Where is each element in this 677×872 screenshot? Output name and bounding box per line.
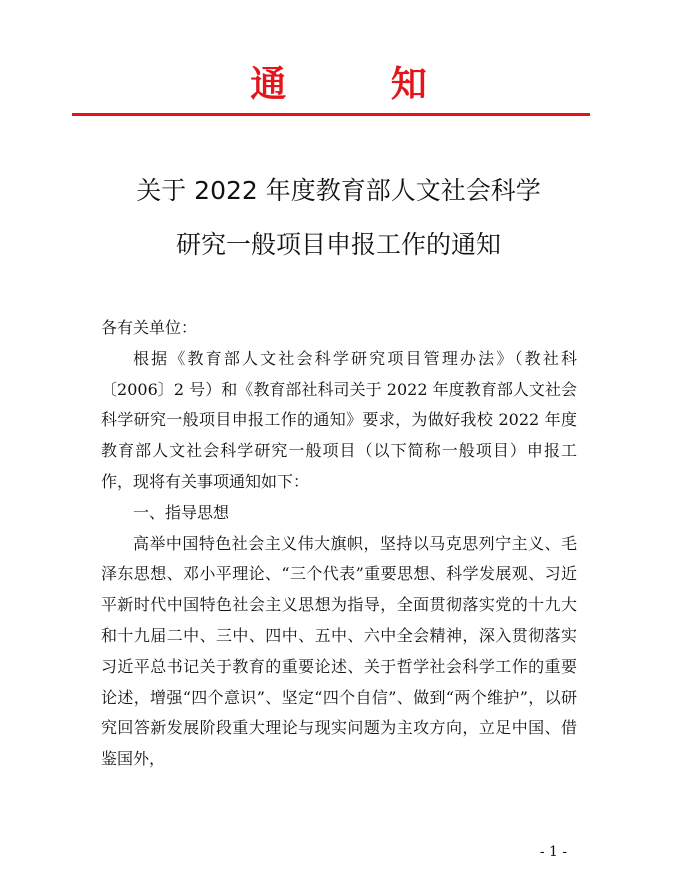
notice-header-title: 通 知 — [250, 63, 473, 105]
paragraph-guiding-ideology: 高举中国特色社会主义伟大旗帜，坚持以马克思列宁主义、毛泽东思想、邓小平理论、“三个代表”重要思想、科学发展观、习近平新时代中国特色社会主义思想为指导，全面贯彻落实党的十九大和十九届二中、三中、四中、五中、六中全会精神，深入贯彻落实习近平总书记关于教育的重要论述、关于哲学社会科学工作的重要论述，增强“四个意识”、坚定“四个自信”、做到“两个维护”，以研究回答新发展阶段重大理论与现实问题为主攻方向，立足中国、借鉴国外， — [101, 533, 577, 769]
header-red-rule — [72, 113, 590, 116]
section-heading-guiding-ideology: 一、指导思想 — [133, 502, 230, 522]
document-body — [101, 313, 577, 775]
paragraph-intro: 根据《教育部人文社会科学研究项目管理办法》（教社科〔2006〕2 号）和《教育部社科司关于 2022 年度教育部人文社会科学研究一般项目申报工作的通知》要求，为做好我校 2022 年度教育部人文社会科学研究一般项目（以下简称一般项目）申报工作，现将有关事项通知如下： — [101, 348, 577, 491]
salutation: 各有关单位： — [101, 318, 198, 337]
document-title-line-2: 研究一般项目申报工作的通知 — [175, 230, 501, 259]
document-title-line-1: 关于 2022 年度教育部人文社会科学 — [136, 176, 541, 205]
page-number: - 1 - — [539, 844, 568, 860]
